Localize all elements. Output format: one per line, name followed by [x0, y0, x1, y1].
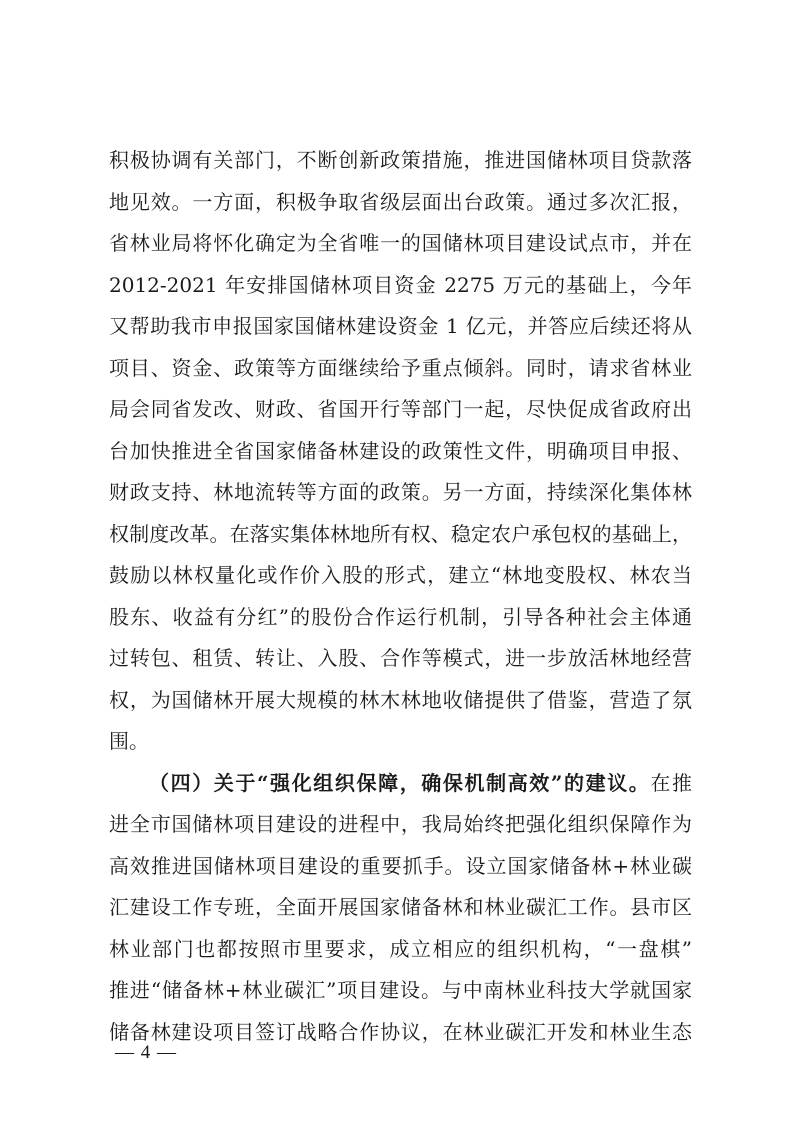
- page-number: — 4 —: [115, 1042, 177, 1063]
- text-line: 省林业局将怀化确定为全省唯一的国储林项目建设试点市，并在: [109, 231, 692, 255]
- text-line: 进全市国储林项目建设的进程中，我局始终把强化组织保障作为: [109, 812, 692, 836]
- text-line: 地见效。一方面，积极争取省级层面出台政策。通过多次汇报，: [109, 189, 692, 214]
- text-line: 储备林建设项目签订战略合作协议，在林业碳汇开发和林业生态: [109, 1019, 692, 1044]
- text-line: 积极协调有关部门，不断创新政策措施，推进国储林项目贷款落: [109, 148, 692, 172]
- text-line: 股东、收益有分红”的股份合作运行机制，引导各种社会主体通: [109, 604, 692, 629]
- text-line: 高效推进国储林项目建设的重要抓手。设立国家储备林+林业碳: [109, 853, 692, 878]
- text-line: 权制度改革。在落实集体林地所有权、稳定农户承包权的基础上，: [109, 521, 692, 546]
- text-line: 汇建设工作专班，全面开展国家储备林和林业碳汇工作。县市区: [109, 895, 692, 919]
- text-line: 鼓励以林权量化或作价入股的形式，建立“林地变股权、林农当: [109, 563, 692, 587]
- first-line-rest: 在推: [650, 770, 693, 795]
- text-line: 权，为国储林开展大规模的林木林地收储提供了借鉴，营造了氛: [109, 687, 692, 712]
- text-line: 过转包、租赁、转让、入股、合作等模式，进一步放活林地经营: [109, 646, 692, 670]
- text-line: 局会同省发改、财政、省国开行等部门一起，尽快促成省政府出: [109, 397, 692, 421]
- text-line: 又帮助我市申报国家国储林建设资金 1 亿元，并答应后续还将从: [109, 314, 692, 338]
- text-line: 台加快推进全省国家储备林建设的政策性文件，明确项目申报、: [109, 438, 692, 463]
- text-line: 财政支持、林地流转等方面的政策。另一方面，持续深化集体林: [109, 480, 692, 504]
- paragraph-2: [109, 763, 692, 1054]
- text-line: 2012-2021 年安排国储林项目资金 2275 万元的基础上，今年: [109, 272, 692, 297]
- text-line: 项目、资金、政策等方面继续给予重点倾斜。同时，请求省林业: [109, 355, 692, 380]
- text-line: 林业部门也都按照市里要求，成立相应的组织机构，“一盘棋”: [109, 936, 692, 961]
- text-line: 围。: [109, 729, 149, 753]
- paragraph-2-first-line: [109, 763, 692, 805]
- paragraph-1: [109, 140, 692, 763]
- text-line: 推进“储备林+林业碳汇”项目建设。与中南林业科技大学就国家: [109, 978, 692, 1002]
- body-text: [109, 140, 692, 1053]
- section-heading: （四）关于“强化组织保障，确保机制高效”的建议。: [149, 770, 651, 795]
